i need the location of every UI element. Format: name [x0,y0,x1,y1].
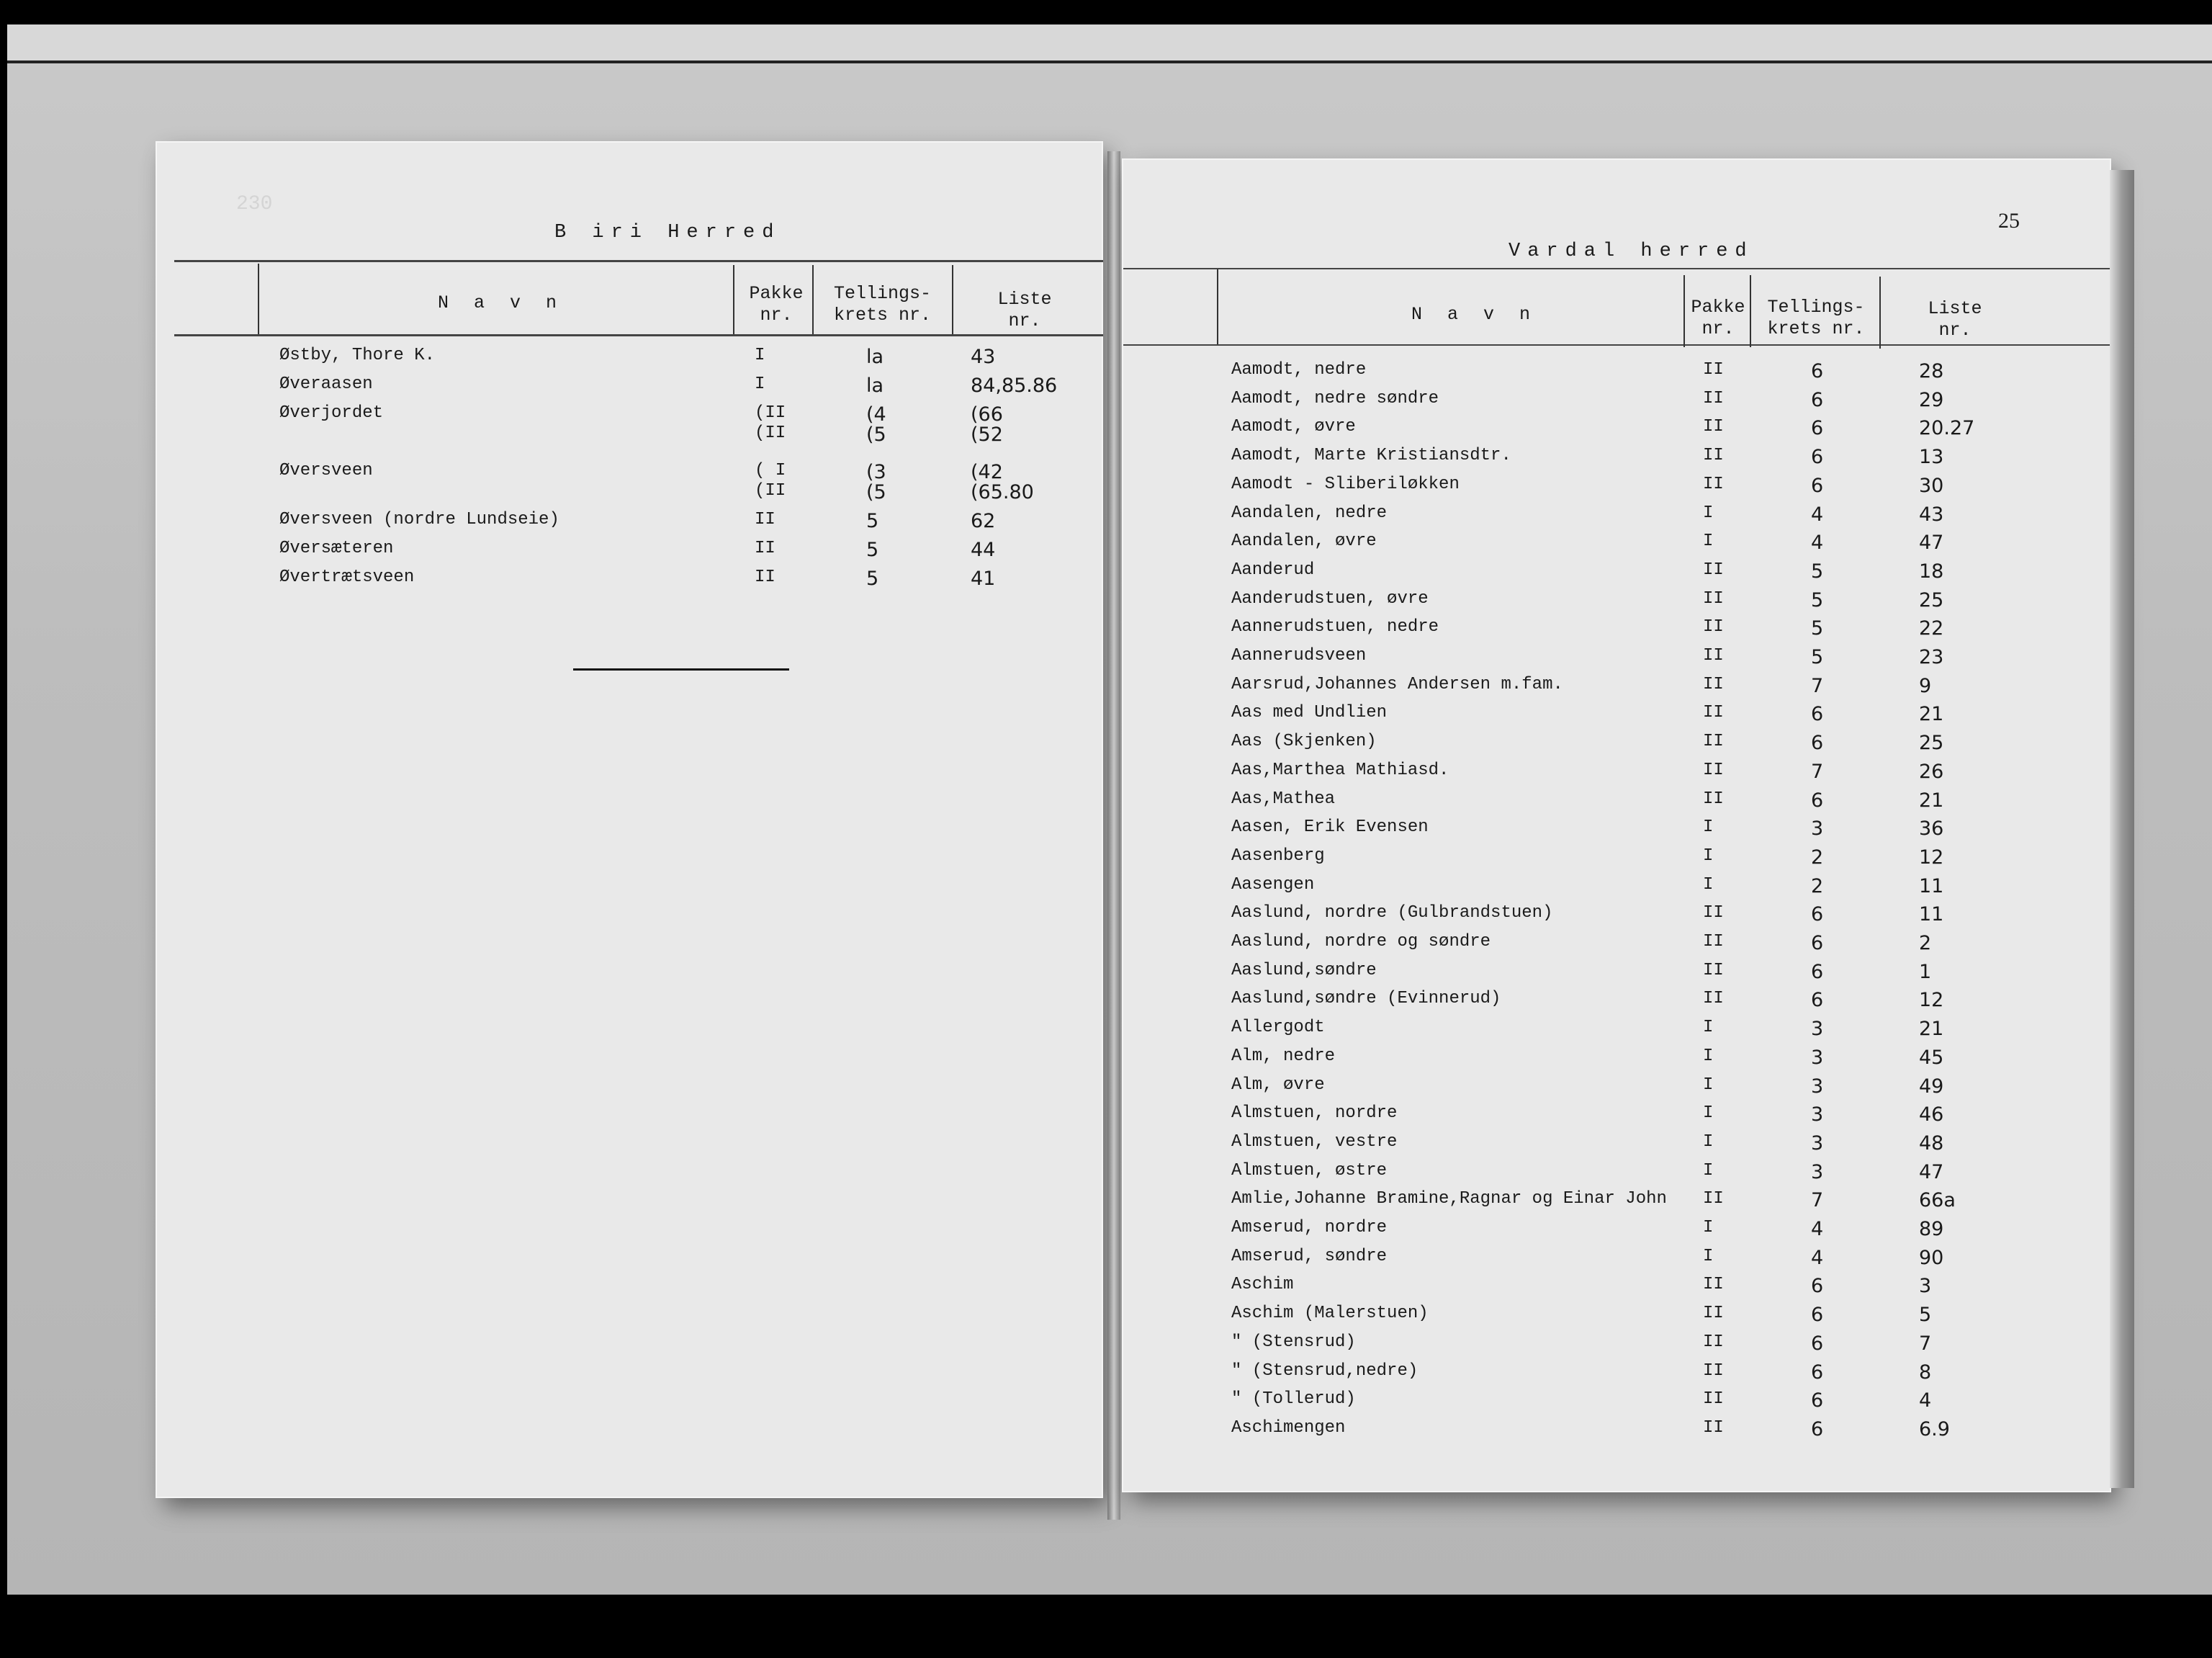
cell-krets: 3 [1811,1160,1824,1183]
cell-pakke: II [1703,1304,1724,1324]
cell-pakke: I [755,375,765,394]
cell-krets: (4 [866,403,886,426]
cell-liste: 23 [1919,646,1944,668]
cell-navn: Aamodt, nedre [1231,360,1367,380]
cell-liste: 21 [1919,703,1944,726]
cell-navn: Øversveen (nordre Lundseie) [279,510,559,529]
cell-navn: Allergodt [1231,1018,1325,1038]
cell-navn: Aarsrud,Johannes Andersen m.fam. [1231,674,1563,694]
cell-krets: 4 [1811,1218,1824,1240]
header-bottom-rule [1123,344,2110,346]
cell-krets: 5 [866,539,879,561]
cell-krets: 6 [1811,417,1824,440]
left-page [157,143,1102,1497]
cell-navn: Alm, øvre [1231,1075,1325,1095]
cell-liste: 11 [1919,903,1944,926]
cell-liste: 1 [1919,960,1932,983]
cell-liste: 47 [1919,1160,1944,1183]
column-divider [1683,275,1685,347]
cell-krets: 6 [1811,360,1824,382]
cell-krets: 6 [1811,1417,1824,1440]
cell-navn: Aamodt, øvre [1231,417,1356,437]
cell-liste: 25 [1919,732,1944,755]
cell-pakke: II [1703,417,1724,437]
cell-pakke: II [1703,1275,1724,1295]
cell-pakke: I [1703,1218,1714,1237]
cell-pakke: II [1703,932,1724,951]
cell-navn: Øversæteren [279,539,394,558]
cell-pakke: II [1703,646,1724,666]
cell-liste: 46 [1919,1103,1944,1126]
column-header-navn: N a v n [1411,304,1538,325]
cell-navn: Aanderudstuen, øvre [1231,588,1429,609]
cell-pakke: II [1703,1189,1724,1209]
cell-krets: 3 [1811,1132,1824,1155]
cell-liste: 3 [1919,1275,1932,1298]
cell-krets: 3 [1811,1075,1824,1098]
cell-liste: 45 [1919,1046,1944,1069]
cell-pakke: II [1703,360,1724,380]
column-header-liste: Liste nr. [1928,298,1982,341]
cell-navn: Aasengen [1231,874,1315,895]
cell-krets: 7 [1811,1189,1824,1212]
cell-navn: Aas,Marthea Mathiasd. [1231,760,1449,780]
cell-krets: 3 [1811,1103,1824,1126]
cell-navn: Aasen, Erik Evensen [1231,817,1429,838]
cell-krets: 3 [1811,1018,1824,1041]
cell-liste: 49 [1919,1075,1944,1098]
cell-pakke: II [1703,588,1724,609]
cell-pakke: II [1703,1332,1724,1352]
cell-pakke: I [1703,1160,1714,1180]
cell-liste: 12 [1919,846,1944,869]
cell-pakke: II [1703,560,1724,580]
cell-liste: 26 [1919,760,1944,783]
column-header-pakke: Pakke nr. [1691,297,1745,339]
cell-pakke: (II [755,481,786,501]
cell-krets: 3 [1811,1046,1824,1069]
cell-pakke: I [1703,1046,1714,1066]
cell-liste: 22 [1919,617,1944,640]
column-header-navn: N a v n [438,292,565,313]
right-page [1123,160,2110,1491]
cell-pakke: I [1703,503,1714,523]
cell-navn: Aschim [1231,1275,1294,1295]
cell-navn: Amserud, nordre [1231,1218,1388,1237]
cell-liste: 48 [1919,1132,1944,1155]
cell-liste: 44 [971,539,996,561]
cell-pakke: II [1703,388,1724,408]
cell-liste: 84,85.86 [971,375,1058,397]
cell-navn: Aannerudsveen [1231,646,1367,666]
cell-liste: 21 [1919,789,1944,812]
cell-krets: 6 [1811,789,1824,812]
cell-krets: 6 [1811,932,1824,954]
scan-top-strip [7,24,2212,63]
cell-krets: 2 [1811,846,1824,869]
cell-liste: 62 [971,510,996,532]
cell-pakke: (II [755,403,786,423]
cell-krets: 7 [1811,674,1824,697]
cell-liste: (65.80 [971,481,1034,503]
cell-liste: 29 [1919,388,1944,411]
cell-liste: 2 [1919,932,1932,954]
cell-pakke: II [1703,760,1724,780]
cell-krets: (5 [866,424,886,446]
cell-pakke: I [1703,532,1714,552]
cell-krets: 4 [1811,1246,1824,1269]
cell-pakke: II [1703,446,1724,466]
column-divider [1750,275,1751,347]
cell-navn: Amserud, søndre [1231,1246,1388,1266]
cell-navn: Almstuen, østre [1231,1160,1388,1180]
cell-navn: Aaslund, nordre og søndre [1231,932,1491,951]
cell-krets: 5 [1811,588,1824,611]
cell-pakke: II [1703,1417,1724,1438]
cell-liste: 66a [1919,1189,1956,1212]
cell-liste: 9 [1919,674,1932,697]
column-header-tellingskrets: Tellings- krets nr. [833,283,932,326]
cell-pakke: I [755,346,765,365]
header-bottom-rule [174,334,1103,336]
cell-pakke: II [1703,789,1724,809]
cell-krets: 6 [1811,388,1824,411]
cell-navn: Amlie,Johanne Bramine,Ragnar og Einar John [1231,1189,1667,1209]
column-divider [733,265,734,334]
column-divider [952,265,953,334]
cell-liste: 21 [1919,1018,1944,1041]
cell-navn: Aannerudstuen, nedre [1231,617,1439,637]
cell-liste: 11 [1919,874,1944,897]
cell-krets: (5 [866,481,886,503]
cell-liste: 43 [971,346,996,368]
cell-krets: (3 [866,461,886,483]
cell-pakke: II [1703,960,1724,980]
cell-liste: 6.9 [1919,1417,1950,1440]
cell-krets: 5 [1811,560,1824,583]
cell-navn: Almstuen, vestre [1231,1132,1398,1152]
column-header-tellingskrets: Tellings- krets nr. [1767,297,1865,339]
cell-navn: Øveraasen [279,375,373,394]
cell-pakke: II [1703,674,1724,694]
cell-pakke: II [1703,617,1724,637]
cell-krets: 3 [1811,817,1824,841]
cell-krets: 5 [866,568,879,590]
cell-pakke: II [1703,703,1724,723]
column-divider [1879,277,1881,349]
cell-liste: 5 [1919,1304,1932,1327]
cell-liste: 8 [1919,1361,1932,1384]
cell-krets: 6 [1811,1304,1824,1327]
cell-navn: Aschim (Malerstuen) [1231,1304,1429,1324]
cell-navn: Aas,Mathea [1231,789,1336,809]
cell-pakke: I [1703,1103,1714,1124]
cell-krets: 6 [1811,1361,1824,1384]
cell-navn: Aamodt - Sliberiløkken [1231,474,1460,494]
cell-navn: Aasenberg [1231,846,1325,866]
header-top-rule [1123,268,2110,269]
cell-pakke: I [1703,1132,1714,1152]
cell-navn: Øverjordet [279,403,384,423]
cell-pakke: II [1703,1389,1724,1410]
cell-navn: Øvertrætsveen [279,568,415,587]
cell-liste: 30 [1919,474,1944,497]
cell-krets: 6 [1811,1332,1824,1355]
cell-krets: 6 [1811,1389,1824,1412]
cell-pakke: I [1703,1246,1714,1266]
cell-liste: 43 [1919,503,1944,526]
end-of-list-line [573,668,789,671]
cell-navn: Aandalen, øvre [1231,532,1377,552]
cell-krets: 6 [1811,732,1824,755]
ghost-page-number: 230 [236,193,273,215]
cell-krets: 6 [1811,703,1824,726]
cell-pakke: I [1703,874,1714,895]
cell-liste: 20.27 [1919,417,1975,440]
cell-pakke: II [1703,903,1724,923]
page-edge-stack [2110,170,2134,1488]
cell-pakke: I [1703,1018,1714,1038]
cell-liste: 89 [1919,1218,1944,1240]
cell-krets: la [866,346,884,368]
cell-liste: 12 [1919,989,1944,1012]
cell-navn: Aamodt, nedre søndre [1231,388,1439,408]
cell-pakke: (II [755,424,786,443]
cell-liste: 25 [1919,588,1944,611]
cell-pakke: ( I [755,461,786,480]
cell-pakke: II [1703,1361,1724,1381]
page-title: B iri Herred [554,222,781,243]
cell-navn: Aaslund, nordre (Gulbrandstuen) [1231,903,1553,923]
cell-krets: 4 [1811,503,1824,526]
column-divider [258,264,259,334]
cell-navn: Aandalen, nedre [1231,503,1388,523]
page-number: 25 [1998,209,2020,233]
cell-liste: 28 [1919,360,1944,382]
cell-navn: Aamodt, Marte Kristiansdtr. [1231,446,1511,466]
cell-pakke: II [755,510,775,529]
cell-pakke: II [755,539,775,558]
cell-pakke: II [1703,989,1724,1009]
cell-krets: 6 [1811,989,1824,1012]
column-header-liste: Liste nr. [997,289,1052,331]
cell-liste: 36 [1919,817,1944,841]
cell-liste: 47 [1919,532,1944,555]
cell-krets: 6 [1811,1275,1824,1298]
cell-liste: 90 [1919,1246,1944,1269]
cell-navn: " (Stensrud,nedre) [1231,1361,1419,1381]
cell-krets: 2 [1811,874,1824,897]
cell-krets: 6 [1811,960,1824,983]
cell-liste: (42 [971,461,1003,483]
cell-krets: 7 [1811,760,1824,783]
cell-krets: 5 [1811,617,1824,640]
cell-navn: Aas (Skjenken) [1231,732,1377,752]
column-divider [812,265,814,334]
cell-krets: 5 [1811,646,1824,668]
cell-navn: Alm, nedre [1231,1046,1336,1066]
column-divider [1217,269,1218,344]
cell-liste: 13 [1919,446,1944,469]
header-top-rule [174,260,1103,262]
cell-liste: 18 [1919,560,1944,583]
cell-krets: 4 [1811,532,1824,555]
cell-krets: la [866,375,884,397]
cell-navn: " (Stensrud) [1231,1332,1356,1352]
page-title: Vardal herred [1509,241,1754,262]
cell-krets: 6 [1811,903,1824,926]
cell-liste: 7 [1919,1332,1932,1355]
cell-pakke: II [1703,732,1724,752]
cell-navn: Aaslund,søndre [1231,960,1377,980]
cell-liste: (66 [971,403,1003,426]
cell-navn: Aanderud [1231,560,1315,580]
cell-pakke: II [755,568,775,587]
cell-liste: 41 [971,568,996,590]
book-spine [1107,151,1120,1520]
cell-navn: Aas med Undlien [1231,703,1388,723]
column-header-pakke: Pakke nr. [749,283,804,326]
cell-krets: 5 [866,510,879,532]
cell-krets: 6 [1811,474,1824,497]
cell-navn: " (Tollerud) [1231,1389,1356,1410]
cell-pakke: I [1703,846,1714,866]
cell-navn: Øversveen [279,461,373,480]
cell-krets: 6 [1811,446,1824,469]
cell-pakke: I [1703,817,1714,838]
cell-liste: (52 [971,424,1003,446]
cell-navn: Almstuen, nordre [1231,1103,1398,1124]
cell-pakke: I [1703,1075,1714,1095]
cell-pakke: II [1703,474,1724,494]
cell-liste: 4 [1919,1389,1932,1412]
cell-navn: Østby, Thore K. [279,346,436,365]
cell-navn: Aaslund,søndre (Evinnerud) [1231,989,1501,1009]
cell-navn: Aschimengen [1231,1417,1346,1438]
